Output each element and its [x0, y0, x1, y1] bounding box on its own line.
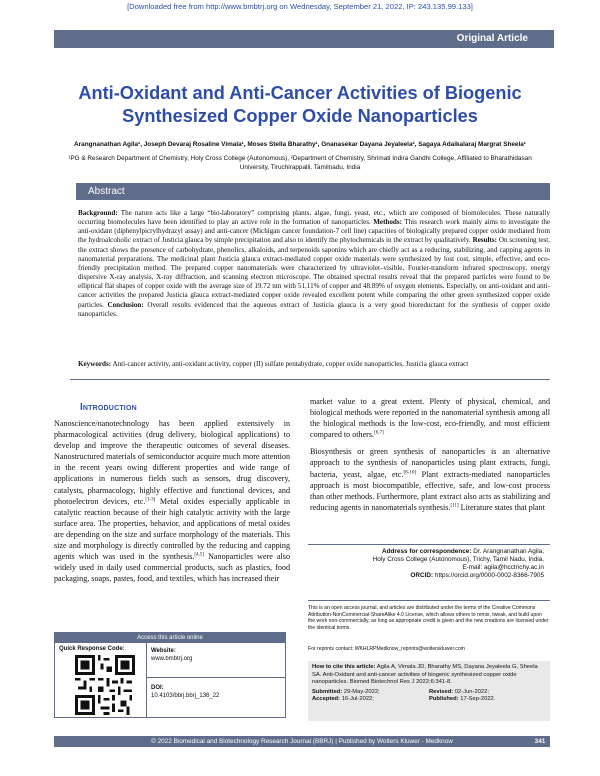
download-notice: [Downloaded free from http://www.bmbtrj.org on Wednesday, September 21, 2022, IP: 243.135.99.133] — [127, 2, 473, 11]
corr-label: Address for correspondence: — [382, 548, 472, 555]
right-text-2: Biosynthesis or green synthesis of nanoparticles is an alternative approach to the synthesis of nanoparticles using plant extracts, fungi, bacteria, yeast, algae, etc. — [310, 447, 550, 479]
keywords — [78, 360, 550, 370]
ref-5[interactable]: [11] — [450, 503, 459, 509]
results-label: Results: — [472, 236, 498, 245]
access-divider-h — [146, 677, 286, 678]
accepted-label: Accepted: — [312, 696, 341, 703]
ref-3[interactable]: [6,7] — [374, 430, 384, 436]
methods-text: This research work mainly aims to investigate the anti-oxidant (diphenylpicrylhydrazyl assay) and anti-cancer (Michigan cancer foundation-7 cell line) capacities of biologically prepared copper oxide mediated from the hydroalcoholic extract of Justicia glauca by simple precipitation and also to identify the phytochemicals in the extract by qualitatively. — [78, 218, 551, 245]
ref-4[interactable]: [8-10] — [403, 469, 417, 475]
results-text: On screening test, the extract shows the presence of carbohydrate, phenolics, alkaloids, and terpenoids saponins which are chiefly act as a reducing, stabilizing, and capping agents in nanomaterial preparations. The medicinal plant Justicia glauca extract-mediated copper oxide materials were synthesized by lost cost, simple, effective, and eco-friendly precipitation method. The prepared copper nanomaterials were characterized by ultraviolet–visible, Fourier-transform infrared spectroscopy, energy dispersive X-ray analysis, X-ray diffraction, and scanning electron microscope. The obtained spectral results reveal that the prepared particles were found to be elliptical flat shapes of copper oxide with the average size of 19.72 nm with 51.11% of copper and 48.89% of oxygen elements. Especially, on anti-oxidant and anti-cancer activities the prepared Justicia glauca extract-mediated copper oxide revealed excellent potent while comparing the other green synthesized copper oxide particles. — [78, 236, 551, 309]
correspondence-box — [330, 548, 544, 580]
access-box-header: Access this article online — [55, 633, 285, 643]
oa-divider — [308, 600, 550, 601]
affiliations: ¹PG & Research Department of Chemistry, Holy Cross College (Autonomous), ²Department of Chemistry, Shrimati Indira Gandhi College, Affiliated to Bharathidasan University, Tiruchirappalli, Tamilnadu, India — [68, 155, 532, 171]
reprints-note: For reprints contact: WKHLRPMedknow_reprints@wolterskluwer.com — [308, 646, 465, 652]
website-link[interactable]: www.bmbtrj.org — [151, 656, 193, 662]
website-label: Website: — [151, 648, 176, 654]
article-type-header: Original Article — [54, 30, 554, 48]
abstract-heading: Abstract — [76, 183, 550, 200]
access-box — [54, 632, 286, 718]
revised-date: 02-Jun-2022; — [454, 688, 489, 695]
dates — [312, 689, 546, 704]
background-label: Background: — [78, 209, 118, 217]
intro-right-column — [310, 396, 550, 513]
authors: Arangnanathan Agila¹, Joseph Devaraj Rosaline Vimala¹, Moses Stella Bharathy¹, Gnanasekar Dayana Jeyaleela², Sagaya Adaikalaraj Margrat Sheela¹ — [74, 141, 526, 148]
right-text-1: market value to a great extent. Plenty of physical, chemical, and biological methods were reported in the nanomaterial synthesis among all the biological methods is the low-cost, eco-friendly, and most efficient compared to others. — [310, 397, 550, 440]
corr-email[interactable]: E-mail: agila@hcctrichy.ac.in — [462, 564, 544, 572]
ref-2[interactable]: [4,5] — [194, 552, 204, 558]
cite-text: Agila A, Vimala JD, Bharathy MS, Dayana Jeyaleela G, Sheela SA. Anti-Oxidant and anti-cancer activities of biogenic synthesized copper oxide nanoparticles. Biomed Biotechnol Res J 2022;6:341-8. — [312, 664, 538, 686]
qr-code-icon[interactable] — [75, 655, 135, 715]
published-date: 17-Sep-2022. — [460, 696, 496, 703]
cite-label: How to cite this article: — [312, 664, 376, 670]
corr-address: Holy Cross College (Autonomous), Trichy, Tamil Nadu, India. — [372, 556, 544, 564]
page-number: 341 — [534, 738, 546, 745]
qr-label: Quick Response Code: — [59, 646, 125, 652]
website-block — [151, 647, 192, 663]
orcid-link[interactable]: https://orcid.org/0000-0002-8366-7905 — [434, 572, 544, 580]
open-access-note: This is an open access journal, and articles are distributed under the terms of the Creative Commons Attribution-NonCommercial-ShareAlike 4.0 License, which allows others to remix, tweak, and build upon the work non-commercially, as long as appropriate credit is given and the new creations are licensed under the identical terms. — [308, 605, 549, 632]
conclusion-label: Conclusion: — [107, 300, 144, 309]
submitted-date: 29-May-2022; — [343, 688, 380, 695]
revised-label: Revised: — [429, 688, 454, 695]
intro-left-column — [54, 418, 290, 584]
paper-title: Anti-Oxidant and Anti-Cancer Activities of Biogenic Synthesized Copper Oxide Nanoparticles — [78, 83, 522, 126]
introduction-heading: Introduction — [80, 402, 137, 413]
corr-divider — [308, 544, 550, 545]
orcid-label: ORCID: — [410, 572, 434, 580]
intro-text-2: Metal oxides especially applicable in catalytic reaction because of their high catalytic activity with the large surface area. The properties, behavior, and applications of metal oxides are depending on the size and surface morphology of the materials. This size and morphology is directly controlled by the reducing and capping agents which was used in the synthesis. — [54, 496, 290, 562]
background-text: The nature acts like a large “bio-laboratory” comprising plants, algae, fungi, yeast, etc., which are composed of biomolecules. These naturally occurring biomolecules have been identified to play an active role in the formation of nanoparticles. — [78, 209, 550, 227]
ref-1[interactable]: [1-3] — [145, 496, 156, 502]
keywords-text: Anti-cancer activity, anti-oxidant activity, copper (II) sulfate pentahydrate, copper oxide nanoparticles, Justicia glauca extract — [112, 360, 469, 368]
right-text-4: Literature states that plant — [458, 502, 545, 512]
abstract-body — [78, 209, 550, 319]
footer-bar: © 2022 Biomedical and Biotechnology Research Journal (BBRJ) | Published by Wolters Kluwer - Medknow — [54, 736, 550, 747]
access-divider-v — [146, 643, 147, 718]
conclusion-text: Overall results evidenced that the aqueous extract of Justicia glauca is a very good bioreductant for the synthesis of copper oxide nanoparticles. — [78, 300, 551, 318]
right-text-3: Plant extracts-mediated nanoparticles approach is most biocompatible, effective, safe, and low-cost process than other methods. Furthermore, plant extract also acts as stabilizing and reducing agents in nanomaterials synthesis. — [310, 469, 550, 512]
intro-text-1: Nanoscience/nanotechnology has been applied extensively in pharmacological activities (drug delivery, biological applications) to develop and improve the therapeutic outcomes of several diseases. Nanostructured materials of semiconductor acquire much more attention in the recent years owing different properties and wide range of applications in numerous fields such as sensors, drug discovery, catalysts, pharmacology, highly effective and functional devices, and photoelectron devices, etc. — [54, 419, 290, 506]
keywords-label: Keywords: — [78, 360, 112, 368]
submitted-label: Submitted: — [312, 688, 343, 695]
published-label: Published: — [429, 696, 459, 703]
corr-name: Dr. Arangnanathan Agila, — [473, 548, 544, 555]
doi-block — [151, 684, 219, 700]
intro-text-3: Nanoparticles were also widely used in daily used commercial products, such as plastics, food packaging, soaps, pastes, food, and textiles, which has increased their — [54, 552, 290, 584]
doi-link[interactable]: 10.4103/bbrj.bbrj_136_22 — [151, 693, 220, 699]
divider — [70, 379, 550, 380]
citation-box — [308, 661, 550, 721]
methods-label: Methods: — [373, 218, 402, 227]
doi-label: DOI: — [151, 685, 164, 691]
accepted-date: 16-Jul-2022; — [341, 696, 374, 703]
